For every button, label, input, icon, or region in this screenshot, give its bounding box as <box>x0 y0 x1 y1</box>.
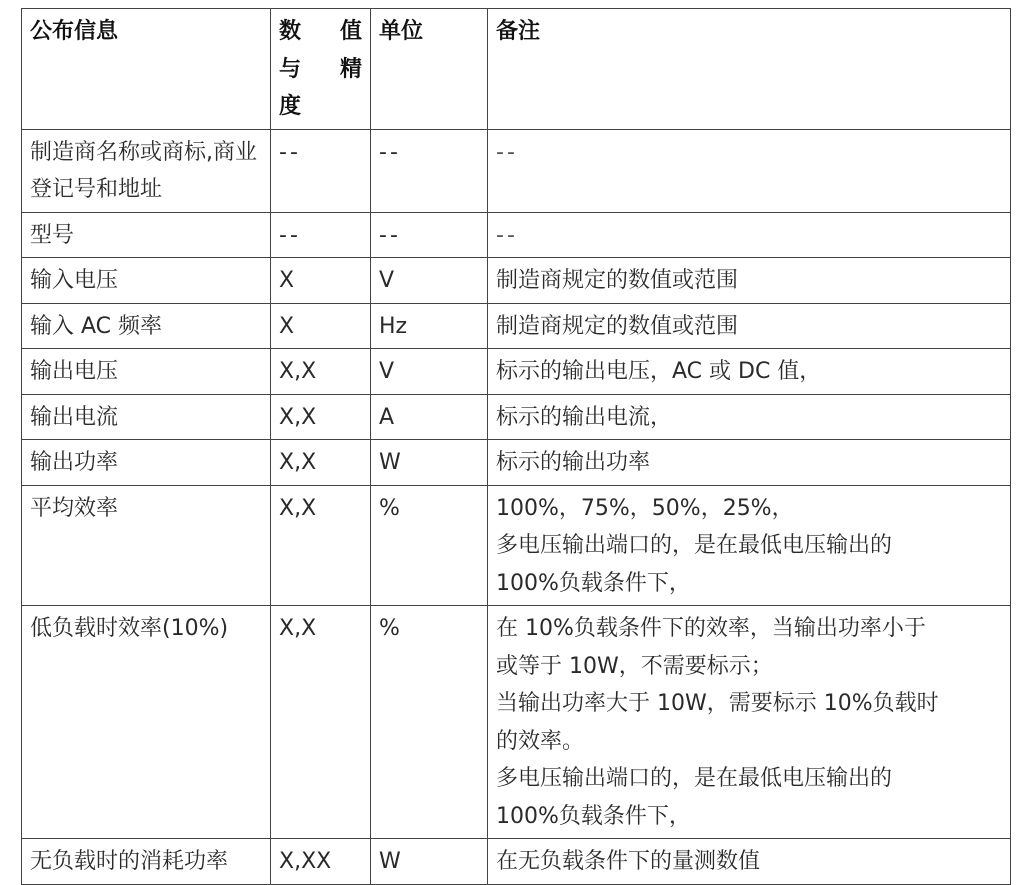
cell-value: -- <box>271 129 371 212</box>
table-row <box>22 606 1011 839</box>
cell-value: X,X <box>271 606 371 839</box>
remark-line: 100%，75%，50%，25%， <box>496 495 794 521</box>
remark-line: 在 10%负载条件下的效率，当输出功率小于 <box>496 616 926 641</box>
remark-line: 标示的输出电流， <box>496 404 673 430</box>
cell-remark <box>488 212 1011 258</box>
remark-line: 多电压输出端口的，是在最低电压输出的 <box>496 533 893 558</box>
header-unit: 单位 <box>371 9 488 130</box>
cell-remark <box>488 839 1011 885</box>
cell-info: 输入电压 <box>22 258 271 304</box>
cell-remark <box>488 440 1011 486</box>
remark-line: 标示的输出电压，AC 或 DC 值， <box>496 359 822 384</box>
header-value-precision-line: 度 <box>279 94 302 119</box>
cell-unit: % <box>371 606 488 839</box>
table-row <box>22 440 1011 486</box>
cell-remark <box>488 258 1011 304</box>
table-row <box>22 303 1011 349</box>
cell-remark <box>488 303 1011 349</box>
cell-unit: W <box>371 839 488 885</box>
cell-info: 平均效率 <box>22 485 271 606</box>
header-value-precision <box>271 9 371 130</box>
cell-info: 无负载时的消耗功率 <box>22 839 271 885</box>
table-body <box>22 129 1011 884</box>
cell-info: 型号 <box>22 212 271 258</box>
table-row <box>22 258 1011 304</box>
cell-value: X,XX <box>271 839 371 885</box>
remark-line: 制造商规定的数值或范围 <box>496 313 739 339</box>
remark-line: -- <box>496 139 518 165</box>
remark-line: 100%负载条件下， <box>496 570 691 596</box>
header-value-precision-line: 与 精 <box>279 56 362 82</box>
remark-line: 当输出功率大于 10W，需要标示 10%负载时 <box>496 691 939 716</box>
cell-remark <box>488 394 1011 440</box>
cell-unit: -- <box>371 212 488 258</box>
cell-info: 输出电压 <box>22 349 271 395</box>
table-row <box>22 212 1011 258</box>
table-header-row <box>22 9 1011 130</box>
remark-line: 标示的输出功率 <box>496 450 651 475</box>
disclosure-table <box>21 8 1011 885</box>
cell-unit: V <box>371 349 488 395</box>
header-remark: 备注 <box>488 9 1011 130</box>
table-row <box>22 485 1011 606</box>
cell-unit: Hz <box>371 303 488 349</box>
remark-line: 100%负载条件下， <box>496 803 691 829</box>
cell-value: X,X <box>271 485 371 606</box>
cell-info: 输出功率 <box>22 440 271 486</box>
remark-line: 的效率。 <box>496 728 585 754</box>
cell-value: X,X <box>271 349 371 395</box>
cell-value: X <box>271 258 371 304</box>
remark-line: 或等于 10W，不需要标示； <box>496 653 773 679</box>
cell-value: X <box>271 303 371 349</box>
cell-value: -- <box>271 212 371 258</box>
table-row <box>22 839 1011 885</box>
remark-line: 多电压输出端口的，是在最低电压输出的 <box>496 766 893 791</box>
cell-remark <box>488 485 1011 606</box>
cell-remark <box>488 349 1011 395</box>
cell-unit: W <box>371 440 488 486</box>
remark-line: -- <box>496 222 518 248</box>
cell-info: 输入 AC 频率 <box>22 303 271 349</box>
cell-unit: % <box>371 485 488 606</box>
cell-info: 输出电流 <box>22 394 271 440</box>
table-row <box>22 394 1011 440</box>
cell-unit: -- <box>371 129 488 212</box>
table-row <box>22 129 1011 212</box>
header-info: 公布信息 <box>22 9 271 130</box>
cell-unit: A <box>371 394 488 440</box>
remark-line: 制造商规定的数值或范围 <box>496 268 739 293</box>
header-value-precision-line: 数 值 <box>279 19 362 44</box>
cell-info: 低负载时效率(10%) <box>22 606 271 839</box>
cell-remark <box>488 606 1011 839</box>
cell-info: 制造商名称或商标,商业登记号和地址 <box>22 129 271 212</box>
cell-remark <box>488 129 1011 212</box>
table-row <box>22 349 1011 395</box>
remark-line: 在无负载条件下的量测数值 <box>496 849 761 874</box>
cell-unit: V <box>371 258 488 304</box>
cell-value: X,X <box>271 440 371 486</box>
cell-value: X,X <box>271 394 371 440</box>
